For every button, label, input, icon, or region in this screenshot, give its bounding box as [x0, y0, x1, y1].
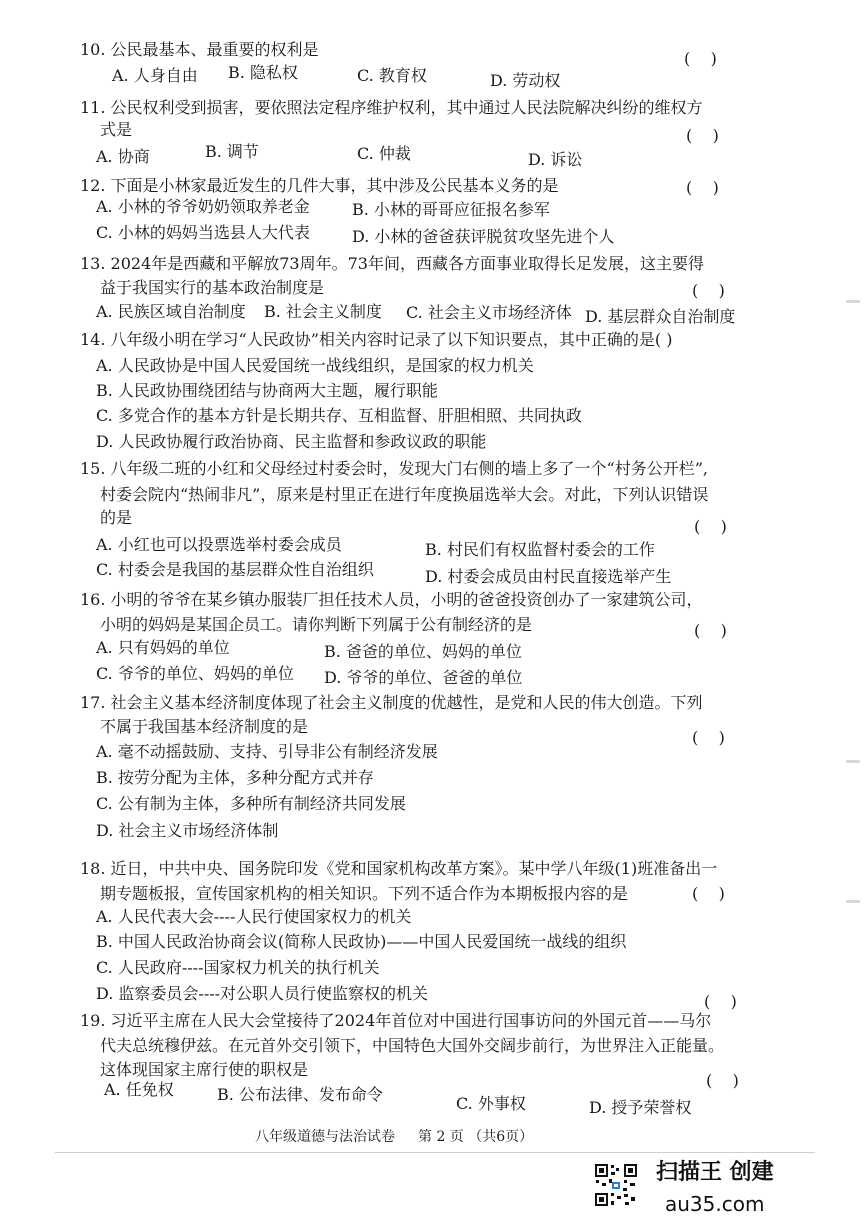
question-16-option-d: D. 爷爷的单位、爸爸的单位: [324, 668, 523, 687]
question-19-option-c: C. 外事权: [456, 1094, 526, 1113]
footer-page-label: 第 2 页 （共6页）: [418, 1129, 534, 1145]
question-16-answer-blank: ( ): [694, 621, 727, 640]
footer-divider: [55, 1152, 815, 1153]
question-11-option-b: B. 调节: [205, 142, 259, 161]
question-18-option-d: D. 监察委员会----对公职人员行使监察权的机关: [96, 984, 429, 1003]
question-19-answer-blank: ( ): [706, 1071, 739, 1090]
question-12-option-a: A. 小林的爷爷奶奶领取养老金: [96, 197, 310, 216]
question-13-answer-blank: ( ): [692, 281, 725, 300]
question-18-answer-blank: ( ): [692, 884, 725, 903]
qr-code-icon: [594, 1163, 638, 1207]
question-15-stem-line-2: 村委会院内“热闹非凡”，原来是村里正在进行年度换届选举大会。对此，下列认识错误: [100, 485, 709, 504]
question-14-option-d: D. 人民政协履行政治协商、民主监督和参政议政的职能: [96, 432, 487, 451]
question-11-stem-line-2: 式是: [100, 120, 133, 139]
question-15-stem-line-1: 15. 八年级二班的小红和父母经过村委会时，发现大门右侧的墙上多了一个“村务公开栏”,: [80, 459, 708, 478]
question-16-option-a: A. 只有妈妈的单位: [96, 638, 230, 657]
question-17-option-c: C. 公有制为主体，多种所有制经济共同发展: [96, 794, 406, 813]
question-16-stem-line-1: 16. 小明的爷爷在某乡镇办服装厂担任技术人员，小明的爸爸投资创办了一家建筑公司，: [80, 590, 703, 609]
question-14-option-c: C. 多党合作的基本方针是长期共存、互相监督、肝胆相照、共同执政: [96, 406, 582, 425]
question-16-option-c: C. 爷爷的单位、妈妈的单位: [96, 664, 294, 683]
scan-edge-mark: [846, 900, 860, 903]
question-13-option-b: B. 社会主义制度: [264, 302, 382, 321]
question-10-answer-blank: ( ): [684, 49, 717, 68]
scanner-brand-label: 扫描王 创建: [656, 1160, 774, 1185]
question-11-answer-blank: ( ): [686, 126, 719, 145]
question-11-option-c: C. 仲裁: [357, 144, 411, 163]
question-19-stem-line-3: 这体现国家主席行使的职权是: [100, 1060, 309, 1079]
question-15-option-c: C. 村委会是我国的基层群众性自治组织: [96, 560, 374, 579]
question-11-option-d: D. 诉讼: [528, 150, 583, 169]
question-16-option-b: B. 爸爸的单位、妈妈的单位: [324, 642, 522, 661]
question-10-option-a: A. 人身自由: [112, 66, 198, 85]
question-12-option-c: C. 小林的妈妈当选县人大代表: [96, 223, 310, 242]
question-15-option-b: B. 村民们有权监督村委会的工作: [425, 540, 655, 559]
scan-edge-mark: [846, 760, 860, 763]
question-19-stem-line-1: 19. 习近平主席在人民大会堂接待了2024年首位对中国进行国事访问的外国元首——马尔: [80, 1011, 712, 1030]
question-13-option-c: C. 社会主义市场经济体: [406, 303, 572, 322]
question-18-answer-blank-extra: ( ): [704, 992, 737, 1011]
question-18-stem-line-2: 期专题板报，宣传国家机构的相关知识。下列不适合作为本期板报内容的是: [100, 884, 629, 903]
question-12-stem: 12. 下面是小林家最近发生的几件大事，其中涉及公民基本义务的是: [80, 176, 559, 195]
question-19-option-a: A. 任免权: [104, 1080, 174, 1099]
question-14-stem: 14. 八年级小明在学习“人民政协”相关内容时记录了以下知识要点，其中正确的是( ): [80, 330, 673, 349]
question-14-option-b: B. 人民政协围绕团结与协商两大主题，履行职能: [96, 381, 438, 400]
question-15-option-d: D. 村委会成员由村民直接选举产生: [425, 567, 672, 586]
question-17-stem-line-2: 不属于我国基本经济制度的是: [100, 717, 309, 736]
question-10-option-b: B. 隐私权: [228, 63, 298, 82]
question-12-option-d: D. 小林的爸爸获评脱贫攻坚先进个人: [352, 227, 615, 246]
question-17-option-b: B. 按劳分配为主体，多种分配方式并存: [96, 768, 374, 787]
question-17-option-a: A. 毫不动摇鼓励、支持、引导非公有制经济发展: [96, 742, 438, 761]
scan-edge-mark: [846, 300, 860, 303]
question-18-stem-line-1: 18. 近日，中共中央、国务院印发《党和国家机构改革方案》。某中学八年级(1)班准备出一: [80, 859, 718, 878]
question-19-option-d: D. 授予荣誉权: [589, 1098, 692, 1117]
question-10-option-d: D. 劳动权: [490, 71, 561, 90]
question-12-answer-blank: ( ): [686, 178, 719, 197]
question-13-stem-line-2: 益于我国实行的基本政治制度是: [100, 278, 325, 297]
question-11-option-a: A. 协商: [96, 147, 150, 166]
footer-exam-name: 八年级道德与法治试卷: [255, 1129, 395, 1145]
question-16-stem-line-2: 小明的妈妈是某国企员工。请你判断下列属于公有制经济的是: [100, 615, 533, 634]
question-13-option-d: D. 基层群众自治制度: [585, 307, 736, 326]
question-10-option-c: C. 教育权: [357, 66, 427, 85]
question-15-stem-line-3: 的是: [100, 508, 133, 527]
question-11-stem-line-1: 11. 公民权利受到损害，要依照法定程序维护权利，其中通过人民法院解决纠纷的维权方: [80, 98, 703, 117]
question-17-option-d: D. 社会主义市场经济体制: [96, 821, 279, 840]
question-17-answer-blank: ( ): [692, 728, 725, 747]
question-18-option-a: A. 人民代表大会----人民行使国家权力的机关: [96, 907, 412, 926]
scanner-site-label: au35.com: [665, 1192, 765, 1216]
question-15-option-a: A. 小红也可以投票选举村委会成员: [96, 535, 342, 554]
question-17-stem-line-1: 17. 社会主义基本经济制度体现了社会主义制度的优越性，是党和人民的伟大创造。下列: [80, 693, 703, 712]
question-19-stem-line-2: 代夫总统穆伊兹。在元首外交引领下，中国特色大国外交阔步前行，为世界注入正能量。: [100, 1036, 725, 1055]
question-19-option-b: B. 公布法律、发布命令: [217, 1085, 383, 1104]
question-12-option-b: B. 小林的哥哥应征报名参军: [352, 200, 550, 219]
question-14-option-a: A. 人民政协是中国人民爱国统一战线组织，是国家的权力机关: [96, 356, 534, 375]
question-18-option-c: C. 人民政府----国家权力机关的执行机关: [96, 958, 380, 977]
question-10-stem: 10. 公民最基本、最重要的权利是: [80, 40, 319, 59]
question-15-answer-blank: ( ): [694, 517, 727, 536]
question-13-stem-line-1: 13. 2024年是西藏和平解放73周年。73年间，西藏各方面事业取得长足发展，这主要得: [80, 254, 704, 273]
question-18-option-b: B. 中国人民政治协商会议(简称人民政协)——中国人民爱国统一战线的组织: [96, 932, 627, 951]
question-13-option-a: A. 民族区域自治制度: [96, 302, 246, 321]
